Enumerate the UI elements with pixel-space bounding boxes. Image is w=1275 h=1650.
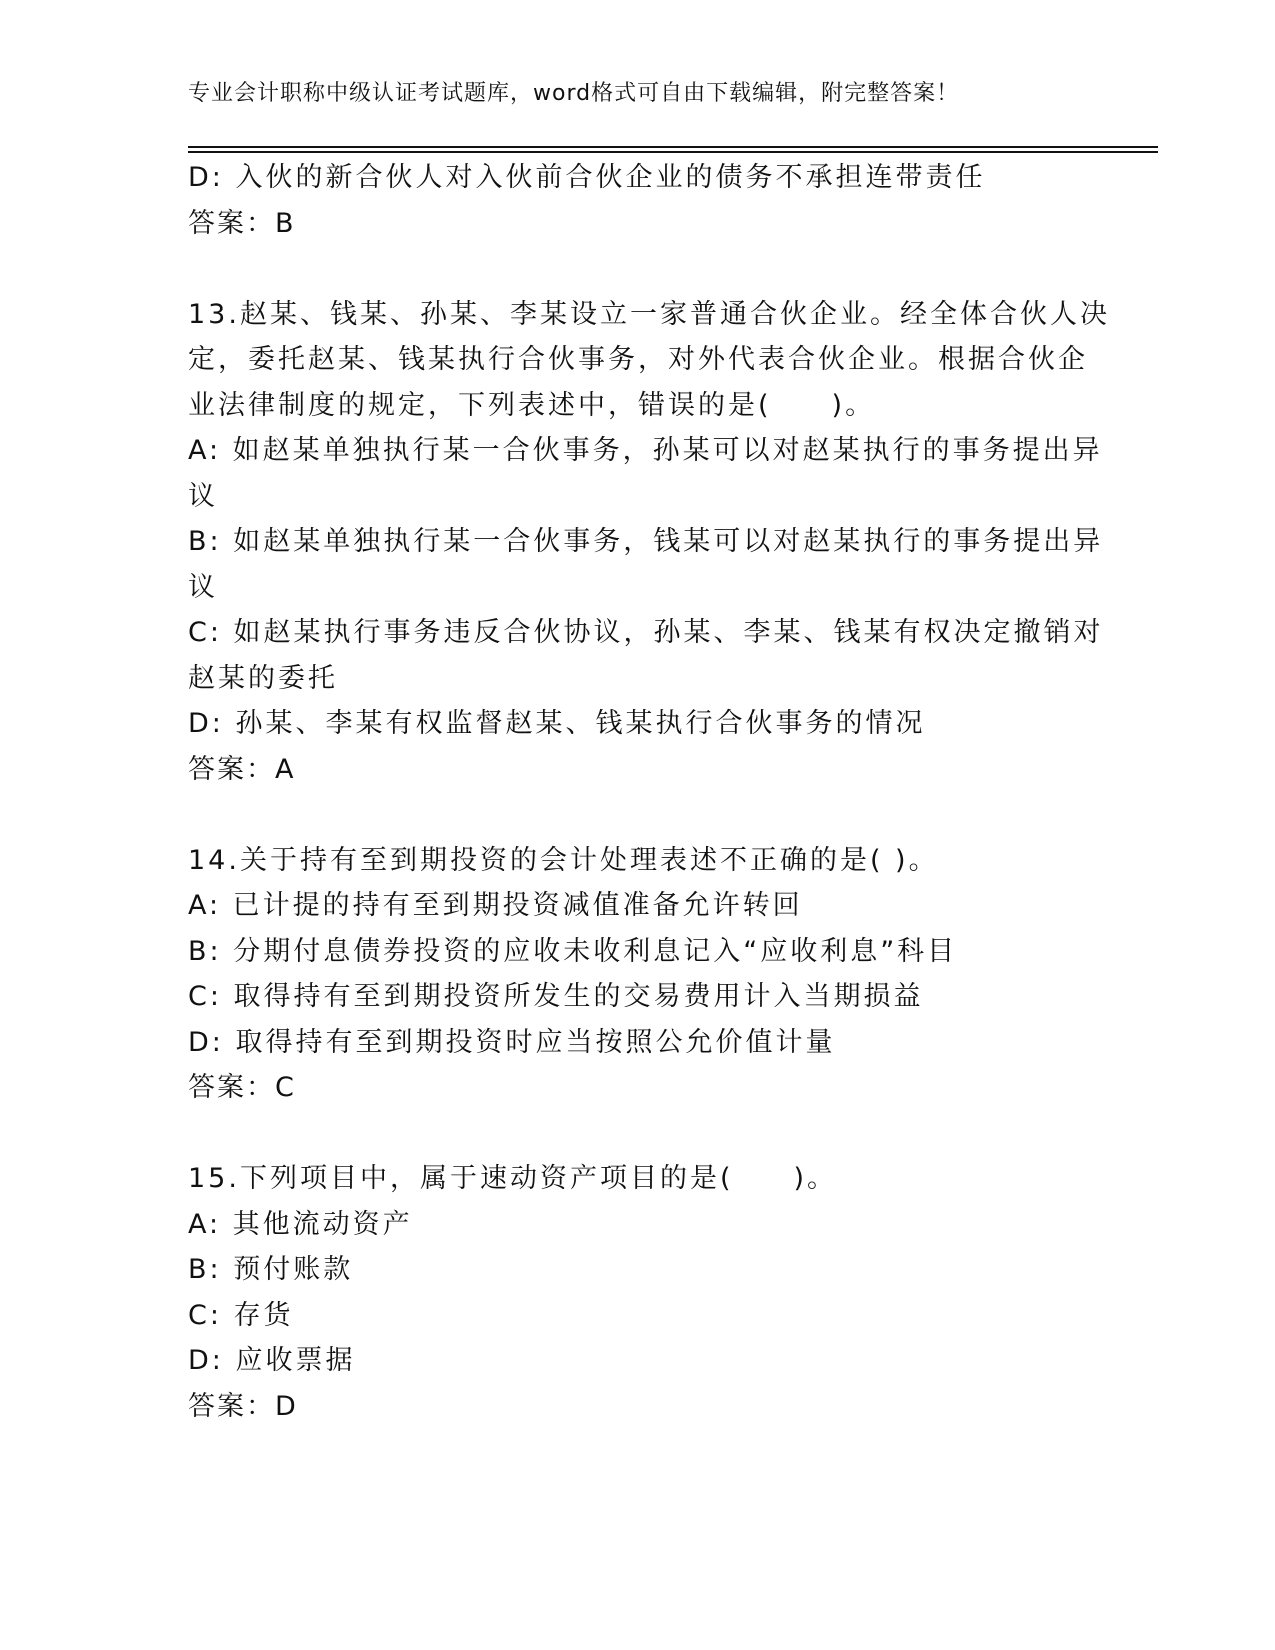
question-15 — [188, 1156, 1088, 1429]
option-b-continued: 议 — [188, 571, 218, 603]
answer: 答案：D — [188, 1390, 298, 1422]
question-stem-line: 业法律制度的规定，下列表述中，错误的是( )。 — [188, 389, 876, 421]
spacer — [188, 1111, 1088, 1157]
option-c: C: 如赵某执行事务违反合伙协议，孙某、李某、钱某有权决定撤销对 — [188, 617, 1104, 648]
option-d: D: 孙某、李某有权监督赵某、钱某执行合伙事务的情况 — [188, 708, 926, 739]
header-rule-top — [188, 146, 1158, 148]
option-d: D: 应收票据 — [188, 1345, 356, 1376]
option-c-continued: 赵某的委托 — [188, 662, 338, 694]
header-rule-bottom — [188, 151, 1158, 153]
carryover-option-d: D: 入伙的新合伙人对入伙前合伙企业的债务不承担连带责任 — [188, 162, 986, 193]
page-header: 专业会计职称中级认证考试题库，word格式可自由下载编辑，附完整答案！ — [188, 81, 960, 106]
option-c: C: 取得持有至到期投资所发生的交易费用计入当期损益 — [188, 981, 924, 1012]
option-a-continued: 议 — [188, 480, 218, 512]
option-b: B: 预付账款 — [188, 1254, 354, 1285]
question-stem-line: 定，委托赵某、钱某执行合伙事务，对外代表合伙企业。根据合伙企 — [188, 344, 1088, 375]
question-stem-line: 14.关于持有至到期投资的会计处理表述不正确的是( )。 — [188, 844, 939, 876]
option-a: A: 已计提的持有至到期投资减值准备允许转回 — [188, 890, 803, 921]
question-content — [188, 155, 1110, 1429]
option-b: B: 分期付息债券投资的应收未收利息记入“应收利息”科目 — [188, 935, 958, 967]
option-c: C: 存货 — [188, 1299, 294, 1331]
option-b: B: 如赵某单独执行某一合伙事务，钱某可以对赵某执行的事务提出异 — [188, 526, 1104, 557]
option-a: A: 如赵某单独执行某一合伙事务，孙某可以对赵某执行的事务提出异 — [188, 435, 1103, 466]
option-a: A: 其他流动资产 — [188, 1208, 413, 1240]
option-d: D: 取得持有至到期投资时应当按照公允价值计量 — [188, 1026, 836, 1058]
carryover-answer: 答案：B — [188, 207, 296, 239]
question-14 — [188, 838, 1088, 1111]
question-stem-line: 13.赵某、钱某、孙某、李某设立一家普通合伙企业。经全体合伙人决 — [188, 298, 1110, 330]
answer: 答案：A — [188, 753, 296, 785]
spacer — [188, 246, 1088, 292]
question-stem-line: 15.下列项目中，属于速动资产项目的是( )。 — [188, 1163, 838, 1194]
answer: 答案：C — [188, 1072, 296, 1103]
question-13 — [188, 292, 1110, 793]
spacer — [188, 792, 1088, 838]
